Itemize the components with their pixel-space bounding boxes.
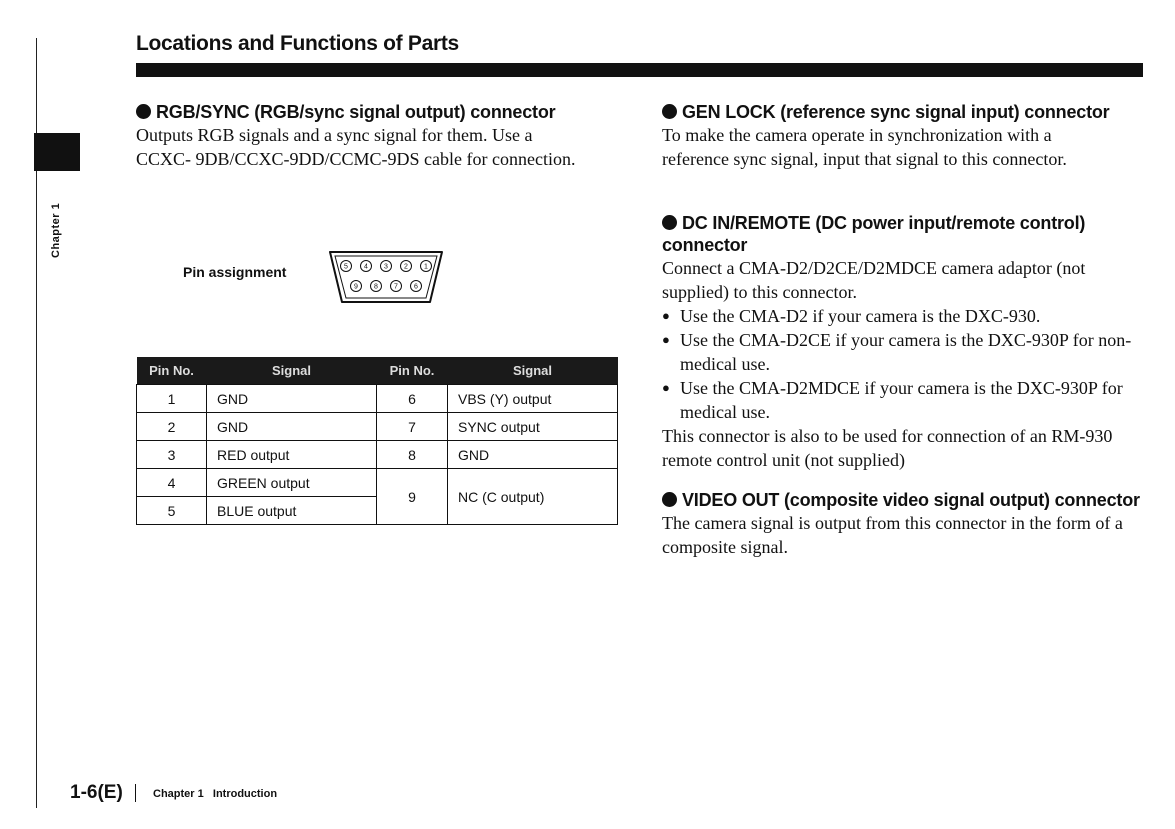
connector-pin-9	[351, 281, 362, 292]
bullet-dot-icon	[662, 492, 677, 507]
svg-text:1: 1	[424, 263, 428, 271]
video-out-heading: VIDEO OUT (composite video signal output) connector	[662, 489, 1147, 511]
connector-pin-3	[381, 261, 392, 272]
signal-cell: GND	[207, 413, 377, 441]
svg-text:9: 9	[354, 283, 358, 291]
gen-lock-section	[662, 101, 1147, 171]
pin-number-cell: 5	[137, 497, 207, 525]
dc-in-remote-bullet-list	[662, 304, 1147, 424]
bullet-dot-icon	[662, 104, 677, 119]
connector-pin-8	[371, 281, 382, 292]
gen-lock-text: To make the camera operate in synchronization with a reference sync signal, input that signal to this connector.	[662, 125, 1067, 169]
footer-separator	[135, 784, 136, 802]
connector-pin-2	[401, 261, 412, 272]
table-header-cell: Signal	[207, 357, 377, 385]
signal-cell: RED output	[207, 441, 377, 469]
svg-text:6: 6	[414, 283, 418, 291]
connector-pin-4	[361, 261, 372, 272]
svg-text:7: 7	[394, 283, 398, 291]
footer-page-number: 1-6(E)	[70, 782, 123, 803]
signal-cell: GREEN output	[207, 469, 377, 497]
svg-text:8: 8	[374, 283, 378, 291]
pin-number-cell: 2	[137, 413, 207, 441]
connector-pin-1	[421, 261, 432, 272]
signal-cell: VBS (Y) output	[448, 385, 618, 413]
footer-chapter-label: Chapter 1 Introduction	[153, 788, 278, 800]
rgb-sync-text: Outputs RGB signals and a sync signal for them. Use a CCXC- 9DB/CCXC-9DD/CCMC-9DS cable for connection.	[136, 125, 576, 169]
connector-pin-5	[341, 261, 352, 272]
signal-cell: BLUE output	[207, 497, 377, 525]
dc-in-remote-text: Connect a CMA-D2/D2CE/D2MDCE camera adaptor (not supplied) to this connector.	[662, 258, 1086, 302]
title-rule	[136, 63, 1143, 77]
dc-in-remote-heading: DC IN/REMOTE (DC power input/remote control) connector	[662, 213, 1086, 255]
pin-number-cell: 8	[377, 441, 448, 469]
video-out-text: The camera signal is output from this connector in the form of a composite signal.	[662, 513, 1123, 557]
gen-lock-heading: GEN LOCK (reference sync signal input) connector	[662, 101, 1147, 123]
svg-text:3: 3	[384, 263, 388, 271]
list-item: ● Use the CMA-D2MDCE if your camera is the DXC-930P for medical use.	[662, 376, 1147, 424]
table-row	[137, 413, 618, 441]
svg-text:5: 5	[344, 263, 348, 271]
page-title: Locations and Functions of Parts	[136, 32, 459, 55]
table-header-cell: Pin No.	[377, 357, 448, 385]
pin-number-cell: 4	[137, 469, 207, 497]
connector-pin-6	[411, 281, 422, 292]
pin-number-cell: 9	[377, 469, 448, 525]
rgb-sync-section	[136, 101, 626, 171]
video-out-section	[662, 489, 1147, 559]
table-row	[137, 385, 618, 413]
pin-assignment-label: Pin assignment	[183, 264, 287, 280]
pin-number-cell: 1	[137, 385, 207, 413]
list-item: ● Use the CMA-D2CE if your camera is the DXC-930P for non-medical use.	[662, 328, 1147, 376]
pin-number-cell: 3	[137, 441, 207, 469]
dc-in-remote-section	[662, 212, 1147, 472]
signal-cell: GND	[448, 441, 618, 469]
chapter-tab-marker	[34, 133, 80, 171]
table-row	[137, 469, 618, 497]
list-item: ● Use the CMA-D2 if your camera is the DXC-930.	[662, 304, 1147, 328]
table-header-cell: Signal	[448, 357, 618, 385]
bullet-dot-icon	[136, 104, 151, 119]
svg-text:2: 2	[404, 263, 408, 271]
connector-pin-7	[391, 281, 402, 292]
chapter-side-label: Chapter 1	[50, 202, 62, 258]
pin-assignment-table	[136, 357, 618, 525]
table-header-row	[137, 357, 618, 385]
table-header-cell: Pin No.	[137, 357, 207, 385]
signal-cell: NC (C output)	[448, 469, 618, 525]
bullet-dot-icon	[662, 215, 677, 230]
table-row	[137, 441, 618, 469]
rgb-sync-heading: RGB/SYNC (RGB/sync signal output) connector	[136, 101, 626, 123]
signal-cell: GND	[207, 385, 377, 413]
dc-in-remote-note: This connector is also to be used for connection of an RM-930 remote control unit (not supplied)	[662, 426, 1113, 470]
dsub-connector-diagram	[326, 247, 446, 309]
svg-text:4: 4	[364, 263, 368, 271]
pin-number-cell: 7	[377, 413, 448, 441]
pin-number-cell: 6	[377, 385, 448, 413]
signal-cell: SYNC output	[448, 413, 618, 441]
